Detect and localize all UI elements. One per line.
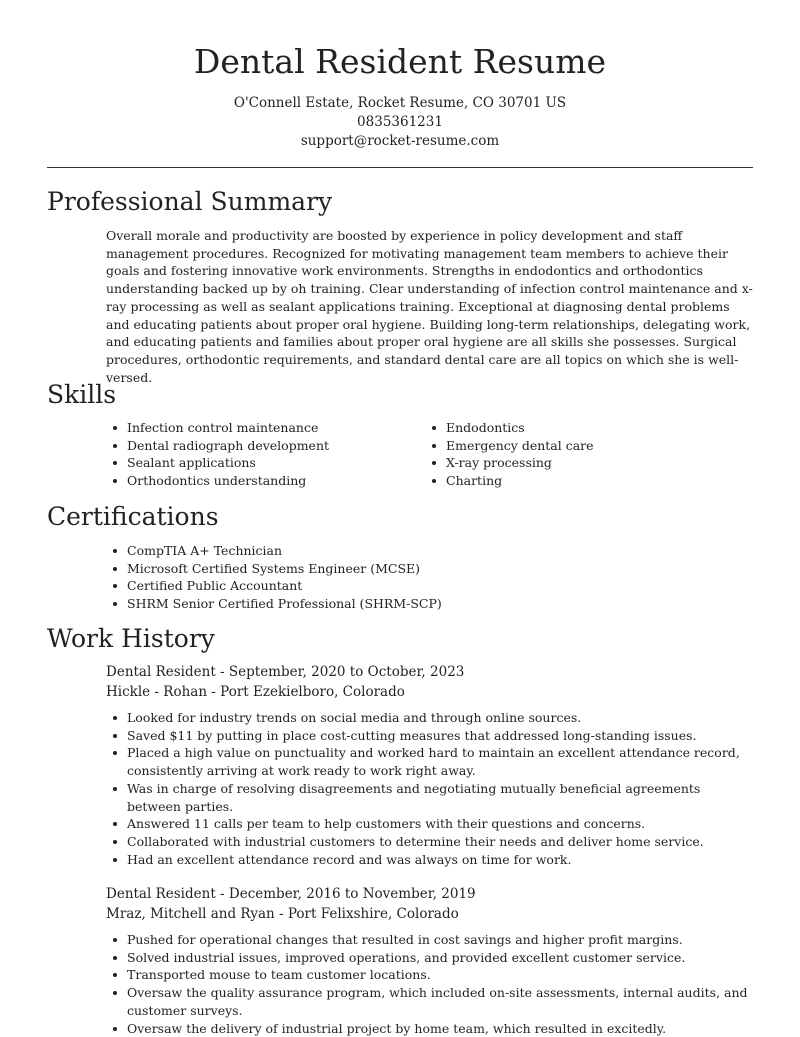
certification-item: SHRM Senior Certified Professional (SHRM-SCP) [106, 595, 746, 613]
job-bullet: Pushed for operational changes that resulted in cost savings and higher profit margins. [106, 931, 756, 949]
job-entry [106, 662, 756, 868]
summary-text: Overall morale and productivity are boosted by experience in policy development and staff management procedures. Recognized for motivating management team members to achieve their goals and fostering innovative work environments. Strengths in endodontics and orthodontics understanding backed up by oh training. Clear understanding of infection control maintenance and x-ray processing as well as sealant applications training. Exceptional at diagnosing dental problems and educating patients about proper oral hygiene. Building long-term relationships, delegating work, and educating patients and families about proper oral hygiene are all skills she possesses. Surgical procedures, orthodontic requirements, and standard dental care are all topics on which she is well-versed. [106, 228, 753, 385]
job-bullet: Placed a high value on punctuality and worked hard to maintain an excellent attendance record, consistently arriving at work ready to work right away. [106, 744, 756, 779]
job-bullet: Solved industrial issues, improved operations, and provided excellent customer service. [106, 949, 756, 967]
summary-heading: Professional Summary [47, 187, 333, 216]
contact-address: O'Connell Estate, Rocket Resume, CO 30701 US [233, 95, 567, 111]
job-bullet: Oversaw the quality assurance program, which included on-site assessments, internal audits, and customer surveys. [106, 984, 756, 1019]
skill-item: Endodontics [425, 419, 725, 437]
header-divider [47, 167, 753, 168]
job-bullet: Transported mouse to team customer locations. [106, 966, 756, 984]
skill-item: Sealant applications [106, 454, 406, 472]
resume-title: Dental Resident Resume [193, 42, 607, 81]
job-company-location: Mraz, Mitchell and Ryan - Port Felixshire, Colorado [106, 906, 459, 922]
skills-heading: Skills [47, 380, 117, 409]
skill-item: Charting [425, 472, 725, 490]
job-bullet: Answered 11 calls per team to help customers with their questions and concerns. [106, 815, 756, 833]
certification-item: CompTIA A+ Technician [106, 542, 746, 560]
job-bullet: Collaborated with industrial customers to determine their needs and deliver home service. [106, 833, 756, 851]
skill-item: X-ray processing [425, 454, 725, 472]
job-title-dates: Dental Resident - December, 2016 to November, 2019 [106, 886, 476, 902]
skill-item: Orthodontics understanding [106, 472, 406, 490]
job-bullet: Was in charge of resolving disagreements and negotiating mutually beneficial agreements between parties. [106, 780, 756, 815]
skills-list-right [425, 419, 725, 490]
job-title-dates: Dental Resident - September, 2020 to October, 2023 [106, 664, 465, 680]
contact-email: support@rocket-resume.com [300, 133, 500, 149]
skill-item: Emergency dental care [425, 437, 725, 455]
job-bullet: Had an excellent attendance record and was always on time for work. [106, 851, 756, 869]
skill-item: Infection control maintenance [106, 419, 406, 437]
skill-item: Dental radiograph development [106, 437, 406, 455]
job-bullet: Oversaw the delivery of industrial project by home team, which resulted in excitedly. [106, 1020, 756, 1037]
job-responsibilities [106, 709, 756, 868]
certifications-list [106, 542, 746, 613]
job-responsibilities [106, 931, 756, 1037]
job-bullet: Saved $11 by putting in place cost-cutting measures that addressed long-standing issues. [106, 727, 756, 745]
certifications-heading: Certifications [47, 502, 219, 531]
certification-item: Microsoft Certified Systems Engineer (MCSE) [106, 560, 746, 578]
contact-phone: 0835361231 [357, 114, 443, 130]
certification-item: Certified Public Accountant [106, 577, 746, 595]
skills-list-left [106, 419, 406, 490]
job-entry [106, 884, 756, 1037]
job-bullet: Looked for industry trends on social media and through online sources. [106, 709, 756, 727]
work-history-heading: Work History [47, 624, 215, 653]
job-company-location: Hickle - Rohan - Port Ezekielboro, Colorado [106, 684, 405, 700]
